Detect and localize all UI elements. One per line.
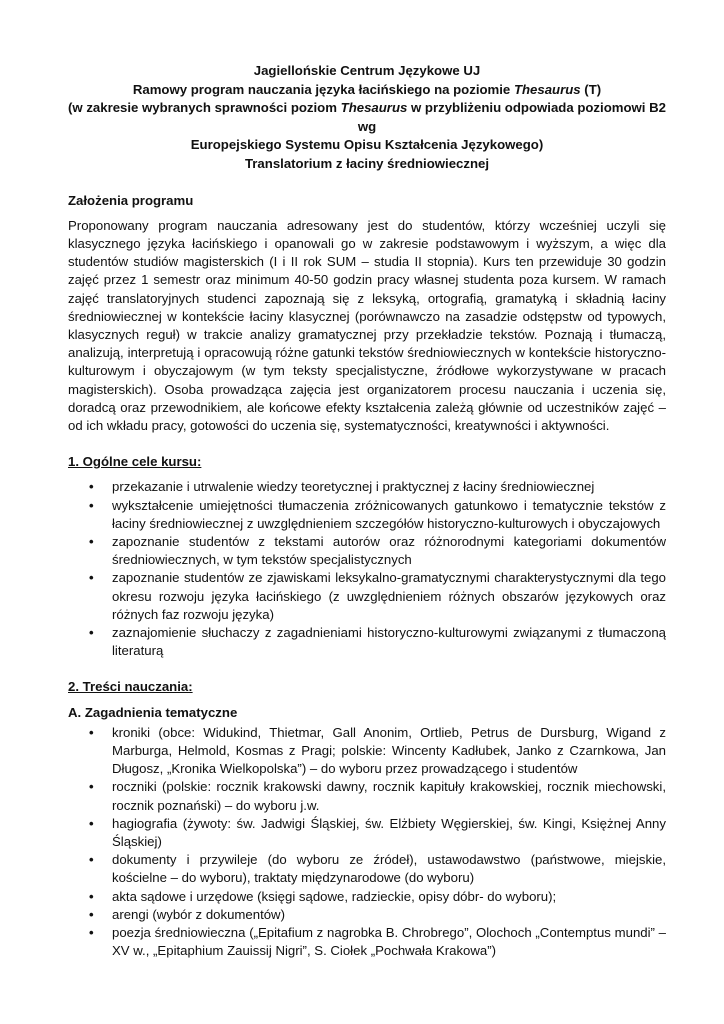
list-item-text: arengi (wybór z dokumentów)	[112, 906, 285, 922]
program-framework-line: Europejskiego Systemu Opisu Kształcenia Językowego)	[190, 137, 544, 153]
bullet-icon: •	[89, 852, 94, 868]
bullet-icon: •	[89, 625, 94, 641]
list-item	[68, 851, 666, 887]
section-goals-title: 1. Ogólne cele kursu:	[68, 454, 202, 470]
course-title: Translatorium z łaciny średniowiecznej	[244, 155, 490, 171]
list-item-text: zapoznanie studentów ze zjawiskami leksykalno-gramatycznymi charakterystycznymi dla tego okresu rozwoju języka łacińskiego (z uwzględnieniem różnych obszarów językowych oraz różnych faz rozwoju języka)	[112, 570, 666, 622]
list-item	[68, 478, 666, 496]
list-item	[68, 778, 666, 814]
list-item	[68, 888, 666, 906]
list-item	[68, 906, 666, 924]
program-title-suffix: (T)	[580, 81, 602, 97]
section-content-title: 2. Treści nauczania:	[68, 679, 193, 695]
document-header	[68, 62, 666, 174]
bullet-icon: •	[89, 888, 94, 904]
list-item	[68, 569, 666, 624]
list-item	[68, 497, 666, 533]
topics-list	[68, 724, 666, 961]
bullet-icon: •	[89, 534, 94, 550]
program-title-level: Thesaurus	[513, 81, 581, 97]
bullet-icon: •	[89, 497, 94, 513]
list-item	[68, 533, 666, 569]
list-item	[68, 815, 666, 851]
list-item-text: akta sądowe i urzędowe (księgi sądowe, radzieckie, opisy dóbr- do wyboru);	[112, 888, 557, 904]
list-item-text: wykształcenie umiejętności tłumaczenia zróżnicowanych gatunkowo i tematycznie tekstów z łaciny średniowiecznej z uwzględnieniem szczegółów historyczno-kulturowych i obyczajowych	[112, 497, 666, 531]
program-title-text: Ramowy program nauczania języka łacińskiego na poziomie	[132, 81, 514, 97]
list-item-text: zaznajomienie słuchaczy z zagadnieniami historyczno-kulturowymi związanymi z tłumaczoną literaturą	[112, 625, 666, 659]
list-item	[68, 924, 666, 960]
program-scope-line	[68, 99, 666, 136]
list-item-text: przekazanie i utrwalenie wiedzy teoretycznej i praktycznej z łaciny średniowiecznej	[112, 479, 595, 495]
bullet-icon: •	[89, 906, 94, 922]
scope-suffix: w przybliżeniu odpowiada poziomowi B2 wg	[357, 100, 666, 134]
section-assumptions-text: Proponowany program nauczania adresowany jest do studentów, którzy wcześniej uczyli się klasycznego języka łacińskiego i opanowali go w zakresie podstawowym i wyższym, a więc dla studentów studiów magisterskich (I i II rok SUM – studia II stopnia). Kurs ten przewiduje 30 godzin zajęć przez 1 semestr oraz minimum 40-50 godzin pracy własnej studenta poza kursem. W ramach zajęć translatoryjnych studenci zapoznają się z leksyką, ortografią, gramatyką i składnią łaciny średniowiecznej w kontekście łaciny klasycznej (porównawczo na zasadzie odstępstw od typowych, klasycznych reguł) w trakcie analizy gramatycznej przy przekładzie tekstów. Poznają i tłumaczą, analizują, interpretują i opracowują różne gatunki tekstów średniowiecznych w kontekście historyczno-kulturowym i obyczajowym (w tym teksty specjalistyczne, źródłowe wykorzystywane w pracach magisterskich). Osoba prowadząca zajęcia jest organizatorem procesu nauczania i uczenia się, doradcą oraz przewodnikiem, ale końcowe efekty kształcenia zależą głównie od uczestników zajęć – od ich wkładu pracy, gotowości do uczenia się, systematyczności, kreatywności i aktywności.	[68, 217, 666, 433]
list-item-text: hagiografia (żywoty: św. Jadwigi Śląskiej, św. Elżbiety Węgierskiej, św. Kingi, Księżnej Anny Śląskiej)	[112, 815, 666, 850]
list-item-text: zapoznanie studentów z tekstami autorów oraz różnorodnymi kategoriami dokumentów średniowiecznych, w tym tekstów specjalistycznych	[112, 534, 666, 568]
list-item-text: poezja średniowieczna („Epitafium z nagrobka B. Chrobrego”, Olochoch „Contemptus mundi” – XV w., „Epitaphium Zauissij Nigri”, S. Ciołek „Pochwała Krakowa”)	[112, 925, 666, 959]
bullet-icon: •	[89, 570, 94, 586]
section-assumptions-title: Założenia programu	[68, 192, 194, 208]
scope-level: Thesaurus	[340, 100, 408, 116]
list-item-text: kroniki (obce: Widukind, Thietmar, Gall Anonim, Ortlieb, Petrus de Dursburg, Wigand z Marburga, Helmold, Kosmas z Pragi; polskie: Wincenty Kadłubek, Janko z Czarnkowa, Jan Długosz, „Kronika Wielkopolska”) – do wyboru przez prowadzącego i studentów	[112, 724, 666, 777]
bullet-icon: •	[89, 779, 94, 795]
program-title	[68, 81, 666, 100]
list-item-text: roczniki (polskie: rocznik krakowski dawny, rocznik kapituły krakowskiej, rocznik miechowski, rocznik poznański) – do wyboru j.w.	[112, 779, 666, 813]
scope-text: (w zakresie wybranych sprawności poziom	[68, 100, 341, 116]
bullet-icon: •	[89, 925, 94, 941]
bullet-icon: •	[89, 815, 94, 831]
bullet-icon: •	[89, 724, 94, 740]
section-content-subtitle: A. Zagadnienia tematyczne	[68, 704, 238, 720]
list-item	[68, 624, 666, 660]
list-item	[68, 724, 666, 779]
list-item-text: dokumenty i przywileje (do wyboru ze źródeł), ustawodawstwo (państwowe, miejskie, kościelne – do wyboru), traktaty międzynarodowe (do wyboru)	[112, 852, 666, 886]
goals-list	[68, 478, 666, 660]
bullet-icon: •	[89, 479, 94, 495]
institution-title: Jagiellońskie Centrum Językowe UJ	[253, 63, 481, 78]
